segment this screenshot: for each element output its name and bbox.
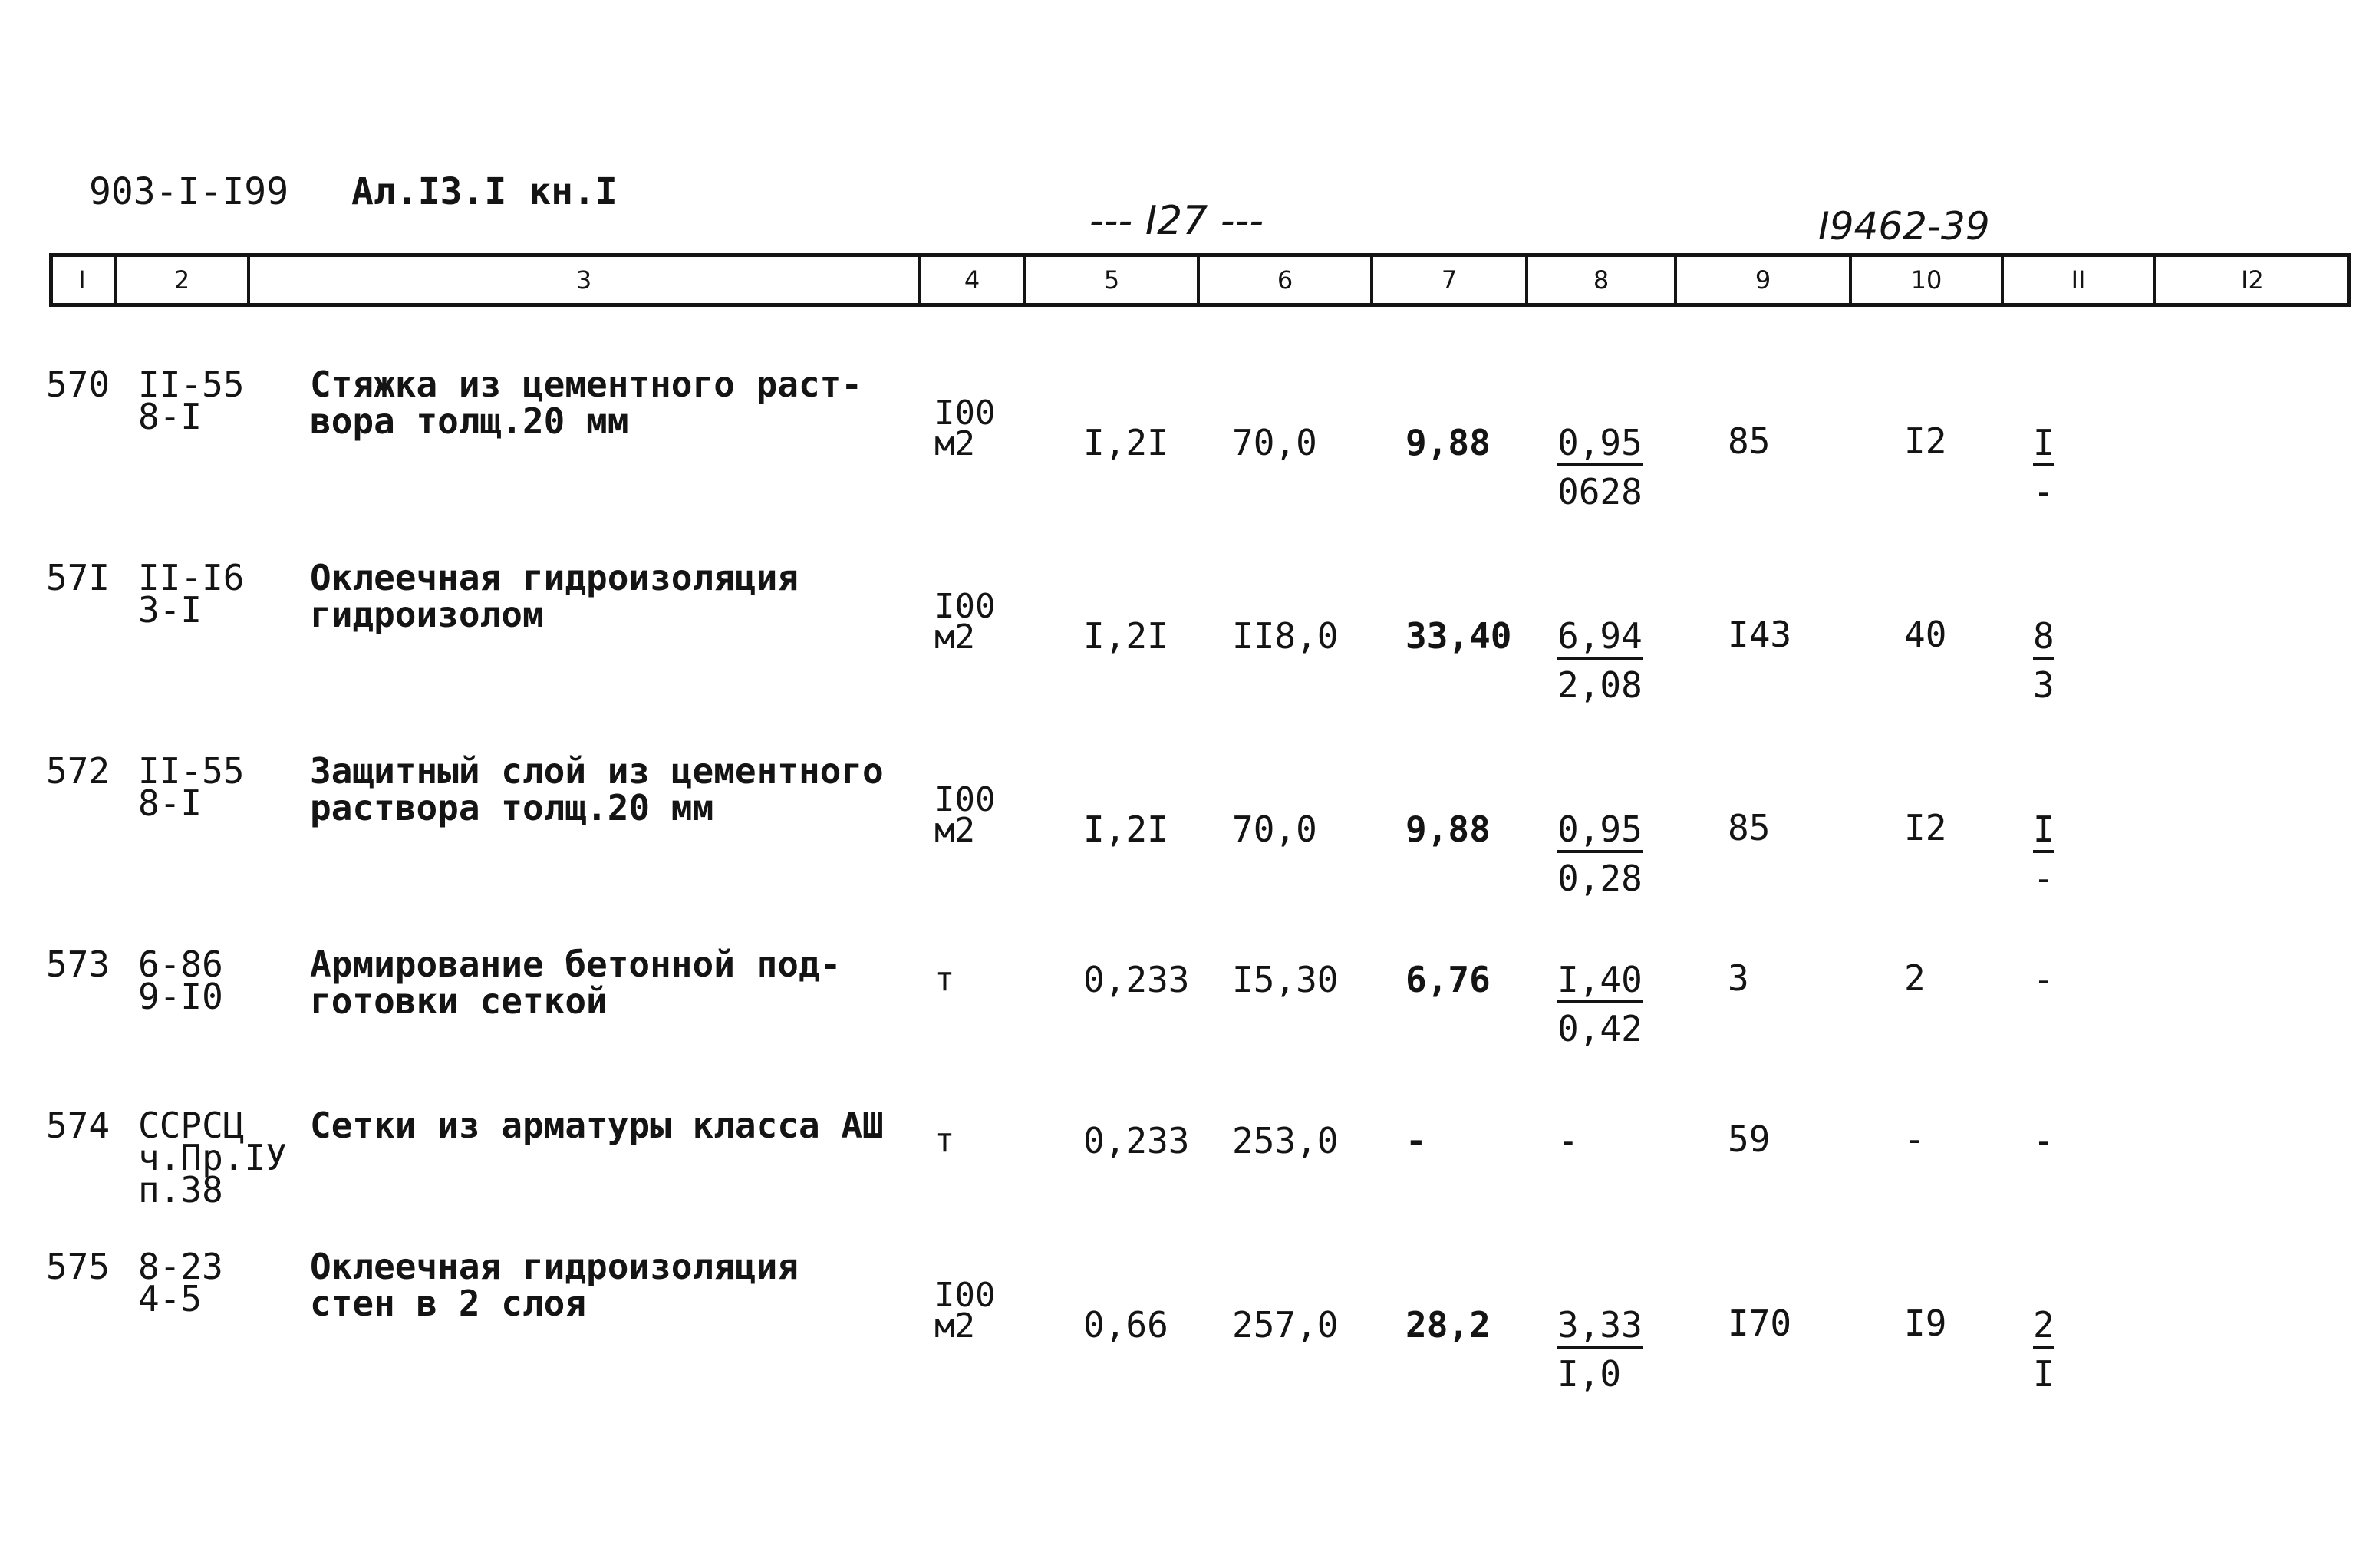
work-description: Оклеечная гидроизоляция: [310, 1246, 799, 1287]
work-description: Защитный слой из цементного: [310, 750, 884, 792]
quantity-value: I,2I: [1083, 809, 1168, 850]
fraction-bottom-col8: 0,28: [1557, 858, 1643, 899]
quantity-value: I,2I: [1083, 615, 1168, 657]
unit-cost-value: II8,0: [1232, 615, 1339, 657]
norm-code: 8-23: [138, 1246, 223, 1287]
unit-cost-value: 257,0: [1232, 1304, 1339, 1346]
work-description: раствора толщ.20 мм: [310, 787, 714, 828]
fraction-bottom-col8: I,0: [1557, 1353, 1622, 1395]
unit-of-measure: м2: [934, 1306, 975, 1346]
wage-value: 9,88: [1405, 809, 1491, 850]
fraction-top-col8: [1557, 1306, 1643, 1349]
column-number: 3: [575, 265, 592, 295]
work-description: Сетки из арматуры класса АШ: [310, 1105, 884, 1146]
row-number: 57I: [46, 557, 110, 598]
fraction-top-col11: [2033, 617, 2054, 660]
fraction-bottom-col11: 3: [2033, 664, 2054, 706]
fraction-numerator: 0,95: [1557, 423, 1643, 466]
work-description: готовки сеткой: [310, 980, 608, 1022]
fraction-top-col11: [2033, 810, 2054, 853]
unit-of-measure: I00: [934, 1276, 996, 1315]
column-number: I2: [2241, 265, 2264, 295]
unit-of-measure: м2: [934, 424, 975, 463]
work-description: стен в 2 слоя: [310, 1283, 587, 1324]
norm-code: ч.Пр.IУ: [138, 1137, 287, 1178]
unit-of-measure: т: [934, 1121, 955, 1160]
norm-code: 3-I: [138, 589, 203, 631]
fraction-numerator: I: [2033, 423, 2054, 466]
fraction-numerator: 8: [2033, 617, 2054, 660]
work-description: Армирование бетонной под-: [310, 944, 842, 985]
fraction-numerator: 2: [2033, 1306, 2054, 1349]
column-number: 7: [1441, 265, 1458, 295]
column-number: 4: [964, 265, 980, 295]
unit-of-measure: I00: [934, 587, 996, 626]
wage-value: 6,76: [1405, 959, 1491, 1000]
norm-code: 9-I0: [138, 976, 223, 1017]
wage-value: -: [1405, 1120, 1427, 1161]
fraction-bottom-col11: -: [2033, 471, 2054, 512]
quantity-value: 0,66: [1083, 1304, 1168, 1346]
value-col10: 2: [1904, 957, 1926, 999]
value-col10: I9: [1904, 1303, 1947, 1344]
fraction-top-col11: [2033, 423, 2054, 466]
total-value-col9: I43: [1728, 614, 1792, 655]
fraction-top-col11: -: [2033, 959, 2054, 1000]
work-description: вора толщ.20 мм: [310, 400, 629, 442]
fraction-top-col8: [1557, 960, 1643, 1003]
fraction-top-col11: -: [2033, 1120, 2054, 1161]
fraction-top-col8: [1557, 423, 1643, 466]
norm-code: II-I6: [138, 557, 245, 598]
column-number: I: [78, 265, 86, 295]
row-number: 573: [46, 944, 110, 985]
row-number: 575: [46, 1246, 110, 1287]
unit-cost-value: I5,30: [1232, 959, 1339, 1000]
quantity-value: 0,233: [1083, 959, 1190, 1000]
unit-of-measure: м2: [934, 618, 975, 657]
total-value-col9: 85: [1728, 420, 1771, 462]
value-col10: I2: [1904, 807, 1947, 848]
total-value-col9: I70: [1728, 1303, 1792, 1344]
quantity-value: I,2I: [1083, 422, 1168, 463]
value-col10: -: [1904, 1118, 1926, 1160]
fraction-bottom-col8: 0,42: [1557, 1008, 1643, 1049]
norm-code: II-55: [138, 364, 245, 405]
document-code: 903-I-I99: [89, 170, 289, 213]
unit-cost-value: 70,0: [1232, 809, 1317, 850]
column-number: 10: [1910, 265, 1942, 295]
fraction-numerator: I,40: [1557, 960, 1643, 1003]
total-value-col9: 3: [1728, 957, 1749, 999]
fraction-numerator: 3,33: [1557, 1306, 1643, 1349]
norm-code: 8-I: [138, 396, 203, 437]
album-reference: Ал.I3.I кн.I: [351, 170, 618, 213]
row-number: 572: [46, 750, 110, 792]
norm-code: 6-86: [138, 944, 223, 985]
unit-of-measure: I00: [934, 394, 996, 433]
fraction-numerator: I: [2033, 810, 2054, 853]
column-number: II: [2071, 265, 2086, 295]
quantity-value: 0,233: [1083, 1120, 1190, 1161]
norm-code: 8-I: [138, 782, 203, 824]
fraction-bottom-col11: I: [2033, 1353, 2054, 1395]
norm-code: п.38: [138, 1169, 223, 1211]
unit-of-measure: т: [934, 960, 955, 999]
fraction-top-col8: [1557, 810, 1643, 853]
register-number: I9462-39: [1818, 204, 1990, 249]
work-description: гидроизолом: [310, 594, 544, 635]
column-number: 9: [1755, 265, 1771, 295]
column-number: 8: [1593, 265, 1610, 295]
unit-of-measure: м2: [934, 811, 975, 850]
fraction-bottom-col8: 2,08: [1557, 664, 1643, 706]
fraction-bottom-col8: 0628: [1557, 471, 1643, 512]
wage-value: 28,2: [1405, 1304, 1491, 1346]
wage-value: 33,40: [1405, 615, 1512, 657]
total-value-col9: 59: [1728, 1118, 1771, 1160]
row-number: 570: [46, 364, 110, 405]
norm-code: ССРСЦ: [138, 1105, 245, 1146]
column-number: 2: [173, 265, 190, 295]
unit-cost-value: 253,0: [1232, 1120, 1339, 1161]
fraction-bottom-col11: -: [2033, 858, 2054, 899]
fraction-top-col8: [1557, 617, 1643, 660]
wage-value: 9,88: [1405, 422, 1491, 463]
total-value-col9: 85: [1728, 807, 1771, 848]
fraction-top-col8: -: [1557, 1120, 1579, 1161]
work-description: Оклеечная гидроизоляция: [310, 557, 799, 598]
column-number: 5: [1103, 265, 1120, 295]
value-col10: 40: [1904, 614, 1947, 655]
work-description: Стяжка из цементного раст-: [310, 364, 863, 405]
column-number: 6: [1277, 265, 1293, 295]
page-number: --- I27 ---: [1089, 198, 1264, 244]
fraction-numerator: 6,94: [1557, 617, 1643, 660]
norm-code: 4-5: [138, 1278, 203, 1319]
norm-code: II-55: [138, 750, 245, 792]
value-col10: I2: [1904, 420, 1947, 462]
unit-of-measure: I00: [934, 780, 996, 819]
fraction-numerator: 0,95: [1557, 810, 1643, 853]
fraction-top-col11: [2033, 1306, 2054, 1349]
unit-cost-value: 70,0: [1232, 422, 1317, 463]
row-number: 574: [46, 1105, 110, 1146]
